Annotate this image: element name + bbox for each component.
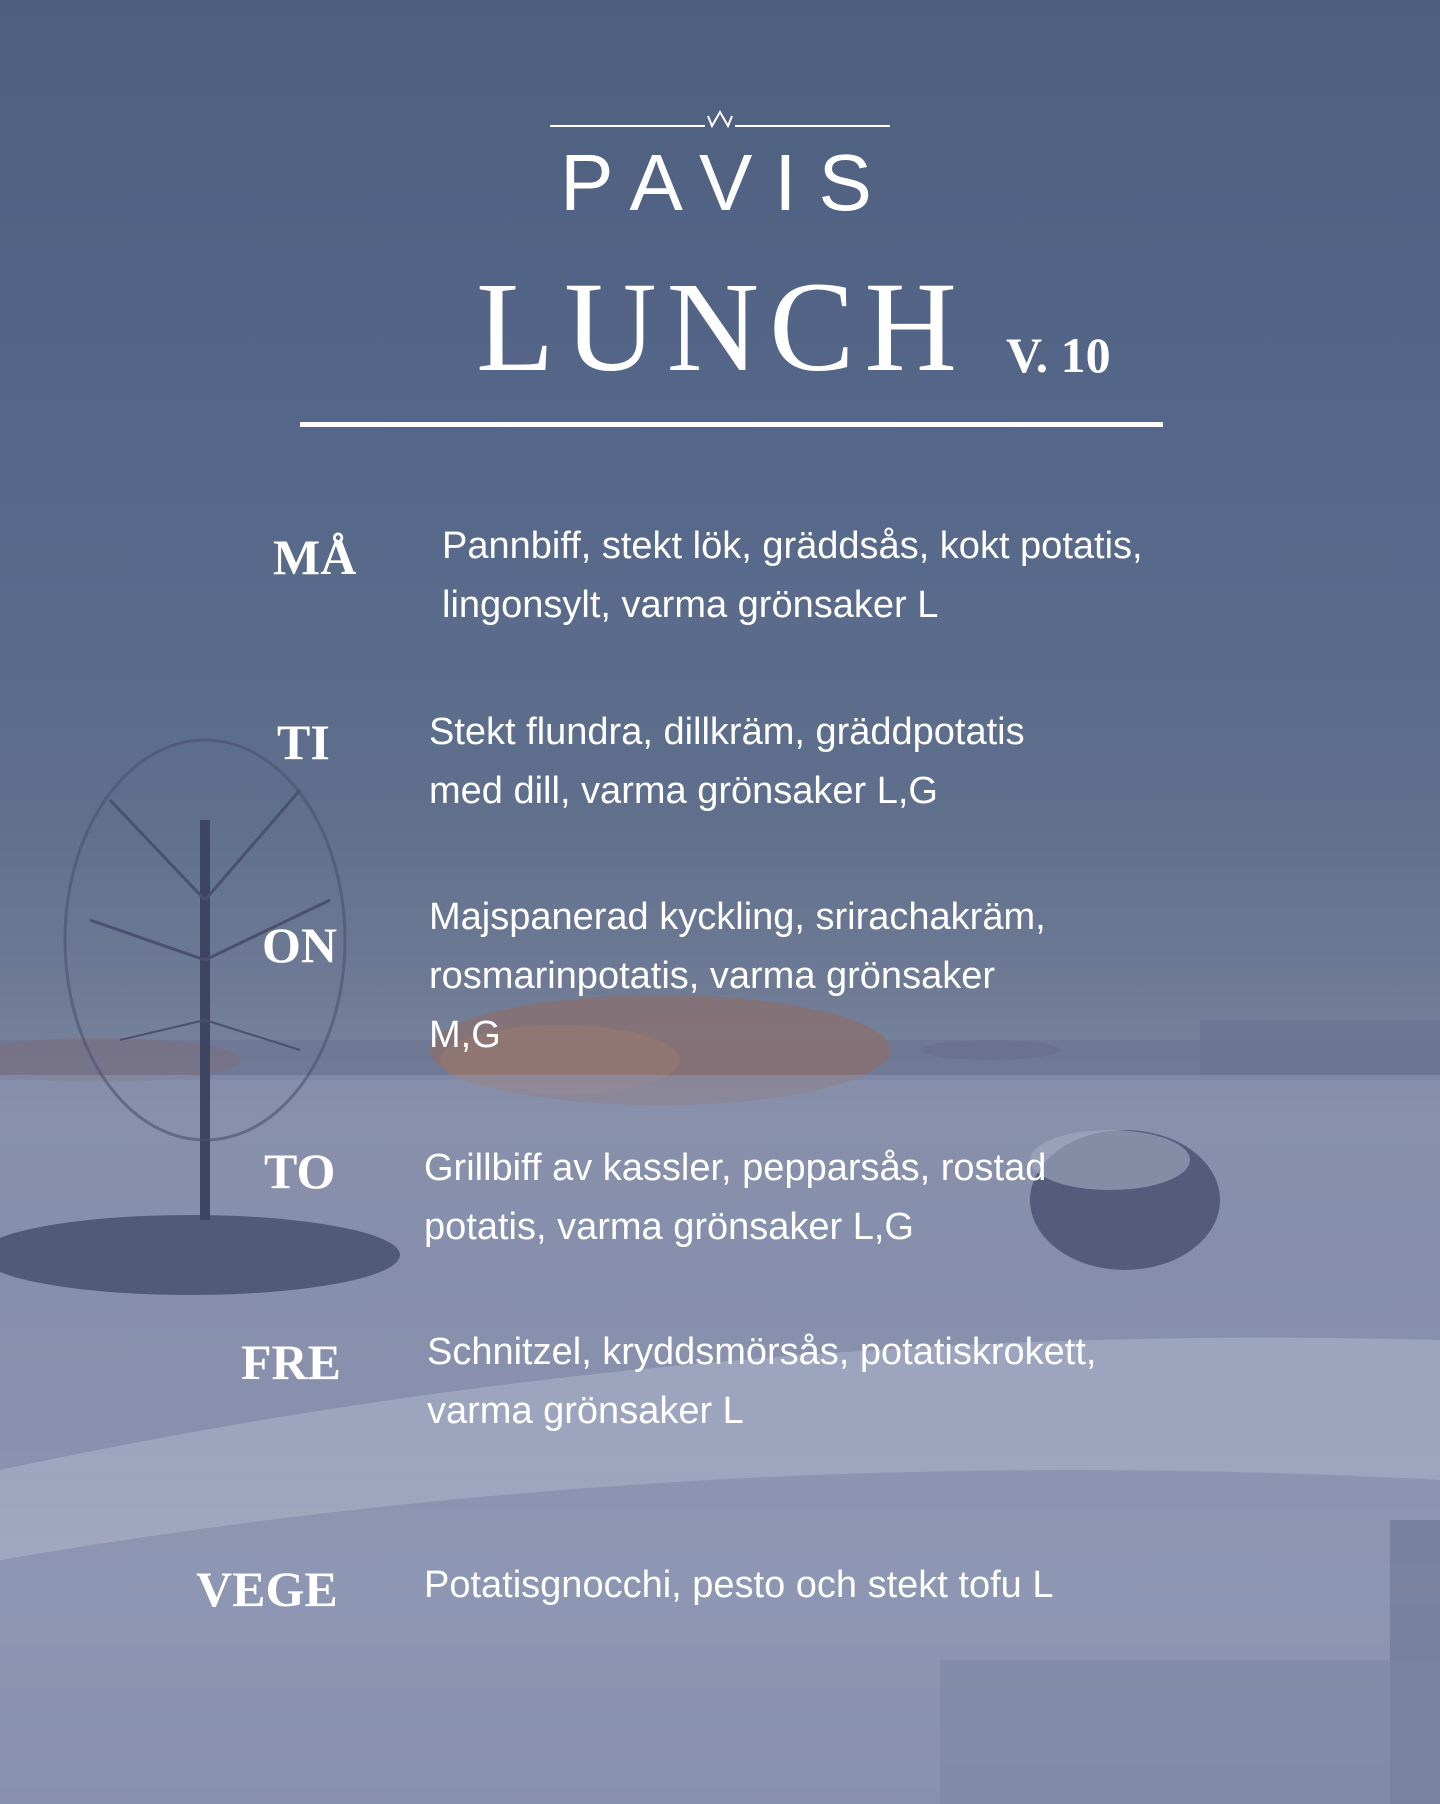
page-title: LUNCH: [476, 256, 967, 398]
day-label-thursday: TO: [264, 1143, 336, 1199]
title-divider: [300, 422, 1163, 427]
dish-thursday: Grillbiff av kassler, pepparsås, rostad potatis, varma grönsaker L,G: [424, 1147, 1047, 1248]
day-label-tuesday: TI: [277, 714, 330, 770]
dish-tuesday: Stekt flundra, dillkräm, gräddpotatis med dill, varma grönsaker L,G: [429, 711, 1025, 812]
menu-header: [300, 256, 1160, 398]
day-label-wednesday: ON: [262, 917, 337, 973]
crown-icon: [540, 108, 900, 138]
logo-wordmark: PAVIS: [560, 138, 894, 227]
day-label-vege: VEGE: [196, 1561, 338, 1617]
day-label-friday: FRE: [241, 1334, 341, 1390]
dish-vege: Potatisgnocchi, pesto och stekt tofu L: [424, 1564, 1054, 1606]
day-label-monday: MÅ: [273, 529, 357, 585]
pavis-logo: [540, 108, 900, 227]
dish-friday: Schnitzel, kryddsmörsås, potatiskrokett, varma grönsaker L: [427, 1331, 1097, 1432]
dish-wednesday: Majspanerad kyckling, srirachakräm, rosmarinpotatis, varma grönsaker M,G: [429, 896, 1046, 1056]
dish-monday: Pannbiff, stekt lök, gräddsås, kokt potatis, lingonsylt, varma grönsaker L: [442, 525, 1143, 626]
week-label: V. 10: [1006, 327, 1111, 383]
